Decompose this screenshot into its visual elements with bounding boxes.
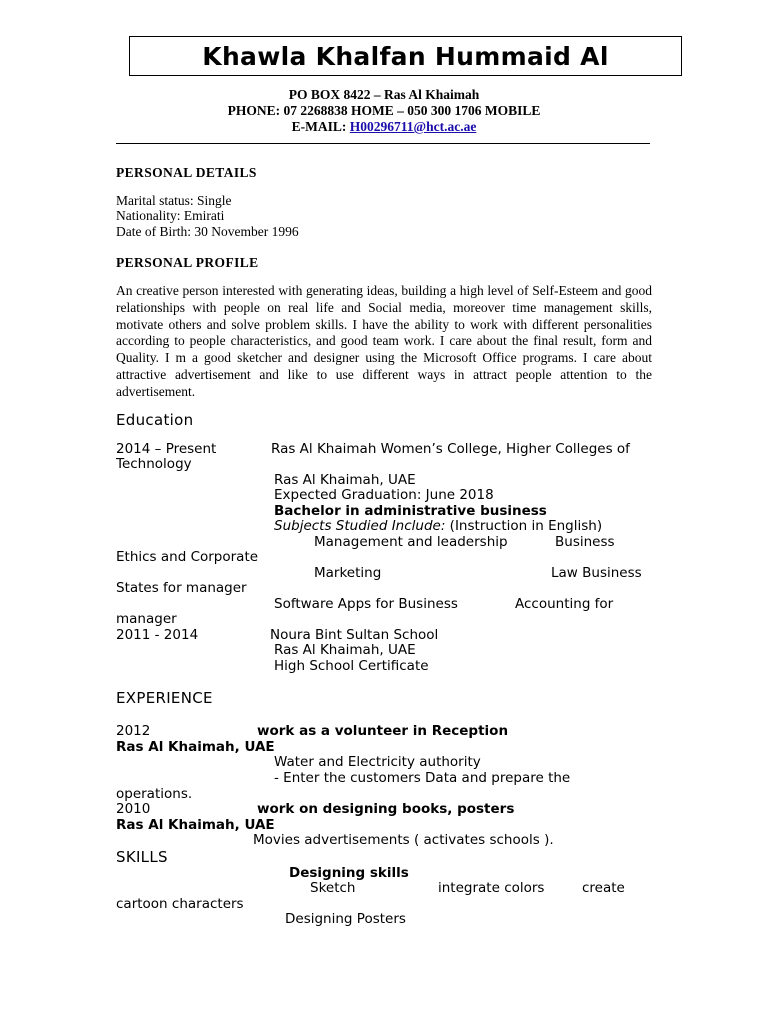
skills-subheading: Designing skills xyxy=(289,865,409,881)
job1-year: 2012 xyxy=(116,723,151,739)
edu1-expected: Expected Graduation: June 2018 xyxy=(274,487,494,503)
skill-colors: integrate colors xyxy=(438,880,545,896)
subject-law-b: States for manager xyxy=(116,580,247,596)
contact-email-line xyxy=(116,119,652,135)
nationality: Nationality: Emirati xyxy=(116,208,225,223)
job2-year: 2010 xyxy=(116,801,151,817)
date-of-birth: Date of Birth: 30 November 1996 xyxy=(116,224,299,239)
edu2-years: 2011 - 2014 xyxy=(116,627,199,643)
job1-org: Water and Electricity authority xyxy=(274,754,481,770)
job1-desc-cont: operations. xyxy=(116,786,193,802)
edu1-subjects-line xyxy=(274,518,602,534)
personal-details-heading: PERSONAL DETAILS xyxy=(116,165,257,180)
email-link[interactable]: H00296711@hct.ac.ae xyxy=(349,119,477,134)
subject-marketing: Marketing xyxy=(314,565,382,581)
subjects-label: Subjects Studied Include: xyxy=(274,518,446,534)
subject-accounting-b: manager xyxy=(116,611,177,627)
edu1-school-cont: Technology xyxy=(116,456,192,472)
edu1-school: Ras Al Khaimah Women’s College, Higher Colleges of xyxy=(271,441,630,457)
marital-status: Marital status: Single xyxy=(116,193,232,208)
job1-title: work as a volunteer in Reception xyxy=(257,723,509,739)
edu2-certificate: High School Certificate xyxy=(274,658,429,674)
header-divider xyxy=(116,143,650,144)
job1-desc: - Enter the customers Data and prepare the xyxy=(274,770,571,786)
skills-heading: SKILLS xyxy=(116,848,168,866)
subject-accounting-a: Accounting for xyxy=(515,596,614,612)
experience-heading: EXPERIENCE xyxy=(116,689,213,707)
subject-business-a: Business xyxy=(555,534,615,550)
skill-posters: Designing Posters xyxy=(285,911,406,927)
skill-cartoon-b: cartoon characters xyxy=(116,896,244,912)
subject-management: Management and leadership xyxy=(314,534,508,550)
subject-law-a: Law Business xyxy=(551,565,642,581)
job2-location: Ras Al Khaimah, UAE xyxy=(116,817,275,833)
job2-title: work on designing books, posters xyxy=(257,801,515,817)
contact-phone: PHONE: 07 2268838 HOME – 050 300 1706 MOBILE xyxy=(227,103,541,118)
contact-address: PO BOX 8422 – Ras Al Khaimah xyxy=(288,87,480,102)
job1-location: Ras Al Khaimah, UAE xyxy=(116,739,275,755)
skill-cartoon-a: create xyxy=(582,880,625,896)
subject-business-b: Ethics and Corporate xyxy=(116,549,259,565)
subjects-note: (Instruction in English) xyxy=(445,518,603,534)
email-label: E-MAIL: xyxy=(291,119,350,134)
education-heading: Education xyxy=(116,411,194,429)
edu2-location: Ras Al Khaimah, UAE xyxy=(274,642,416,658)
personal-profile-heading: PERSONAL PROFILE xyxy=(116,255,259,270)
subject-software: Software Apps for Business xyxy=(274,596,458,612)
skill-sketch: Sketch xyxy=(310,880,356,896)
name-title: Khawla Khalfan Hummaid Al xyxy=(129,36,682,76)
edu1-location: Ras Al Khaimah, UAE xyxy=(274,472,416,488)
job2-desc: Movies advertisements ( activates schools ). xyxy=(253,832,554,848)
edu2-school: Noura Bint Sultan School xyxy=(270,627,439,643)
edu1-degree: Bachelor in administrative business xyxy=(274,503,547,519)
profile-paragraph: An creative person interested with generating ideas, building a high level of Self-Esteem and good relationships with people on real life and Social media, moreover time management skills, motivate others and solve problem skills. I have the ability to work with different personalities according to people characteristics, and good team work. I care about the final result, form and Quality. I m a good sketcher and designer using the Microsoft Office programs. I care about attractive advertisement and like to use different ways in attract people attention to the advertisement. xyxy=(116,283,652,399)
edu1-years: 2014 – Present xyxy=(116,441,217,457)
